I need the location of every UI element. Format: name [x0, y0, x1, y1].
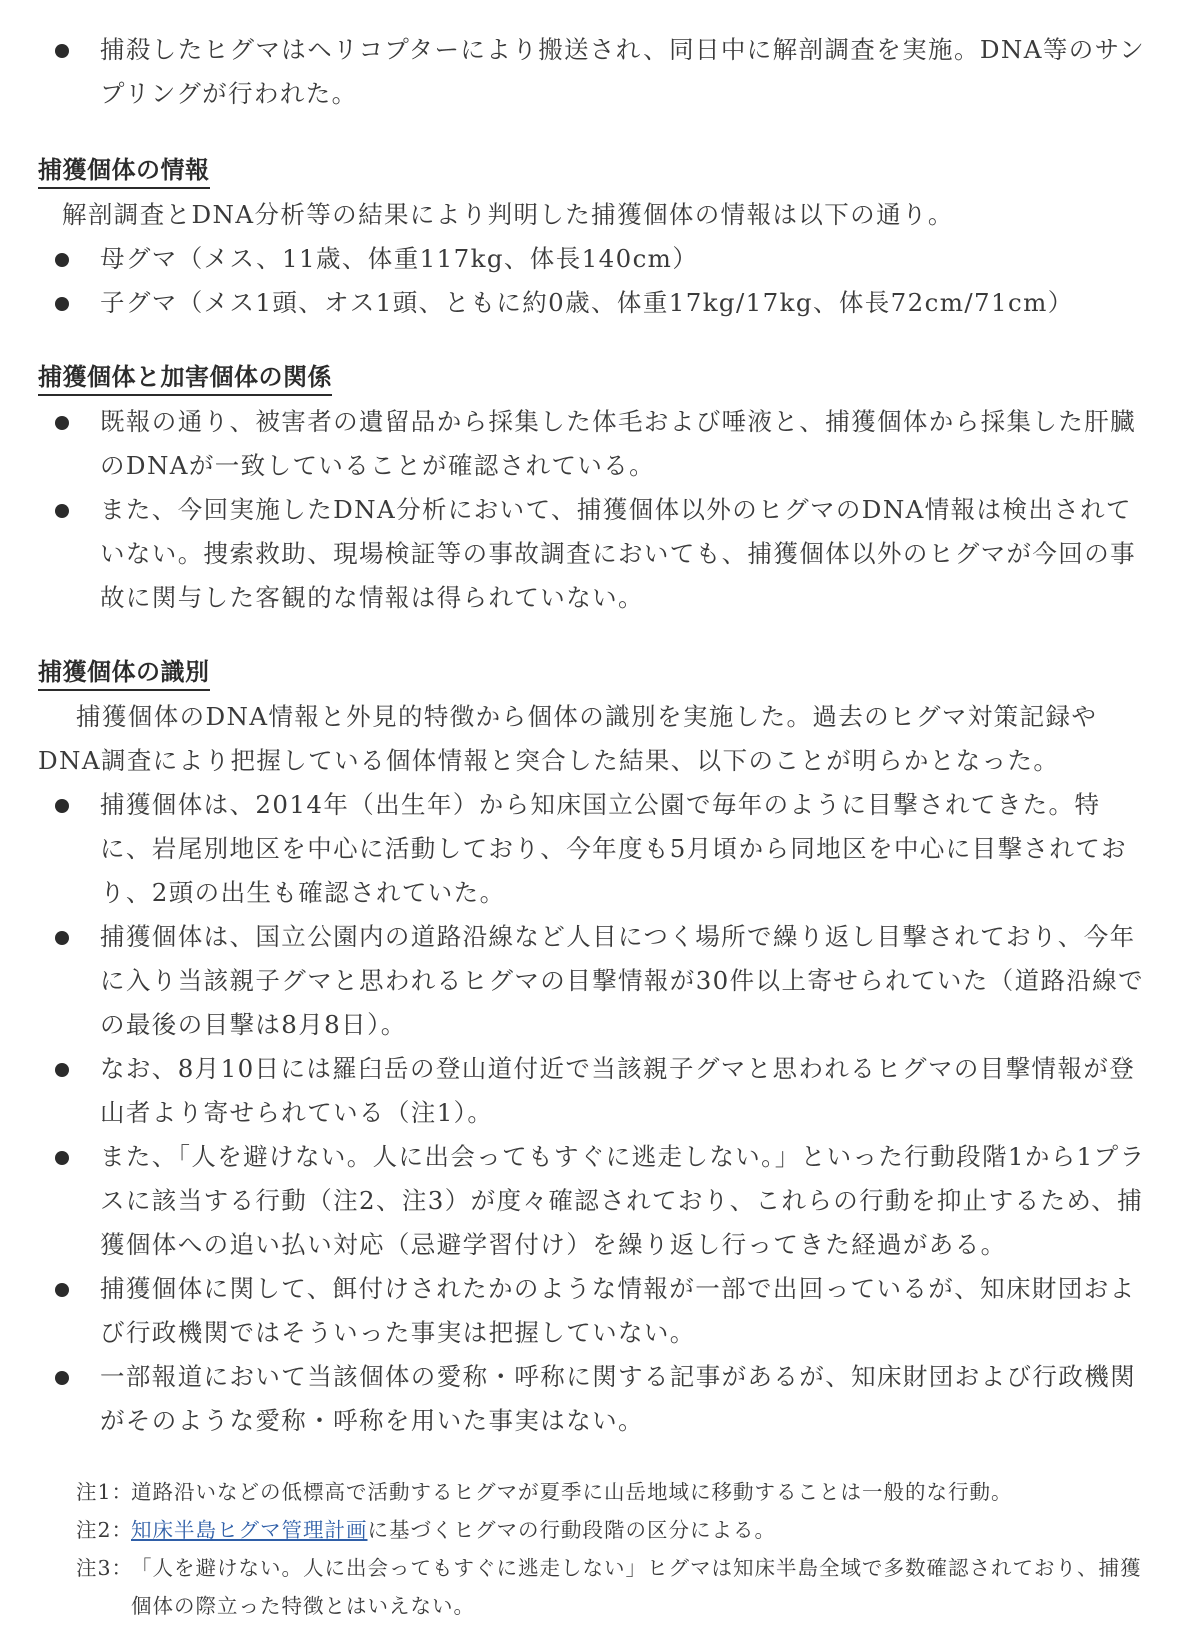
bullet-icon — [55, 297, 69, 311]
bullet-icon — [55, 1063, 69, 1077]
section-lead: 解剖調査とDNA分析等の結果により判明した捕獲個体の情報は以下の通り。 — [62, 200, 954, 229]
list-item — [38, 488, 1148, 620]
bullet-text: 母グマ（メス、11歳、体重117kg、体長140cm） — [100, 244, 699, 273]
bullet-text: 一部報道において当該個体の愛称・呼称に関する記事があるが、知床財団および行政機関がそのような愛称・呼称を用いた事実はない。 — [100, 1362, 1136, 1435]
bullet-icon — [55, 799, 69, 813]
section-heading: 捕獲個体の情報 — [38, 154, 210, 189]
footnote-3 — [76, 1549, 1148, 1625]
bullet-icon — [55, 44, 69, 58]
bullet-text: 既報の通り、被害者の遺留品から採集した体毛および唾液と、捕獲個体から採集した肝臓のDNAが一致していることが確認されている。 — [100, 407, 1136, 480]
bullet-icon — [55, 1283, 69, 1297]
bullet-icon — [55, 931, 69, 945]
footnote-label: 注1： — [76, 1480, 134, 1504]
list-item — [38, 783, 1148, 915]
list-item — [38, 1047, 1148, 1135]
list-item — [38, 400, 1148, 488]
list-item — [38, 915, 1148, 1047]
footnote-text: 「人を避けない。人に出会ってもすぐに逃走しない」ヒグマは知床半島全域で多数確認されており、捕獲個体の際立った特徴とはいえない。 — [131, 1556, 1142, 1618]
section-info — [38, 154, 1148, 325]
list-item — [38, 28, 1148, 116]
management-plan-link[interactable]: 知床半島ヒグマ管理計画 — [131, 1518, 368, 1542]
section-heading: 捕獲個体と加害個体の関係 — [38, 361, 332, 396]
bullet-text: なお、8月10日には羅臼岳の登山道付近で当該親子グマと思われるヒグマの目撃情報が登山者より寄せられている（注1）。 — [100, 1054, 1136, 1127]
footnote-text: に基づくヒグマの行動段階の区分による。 — [367, 1518, 776, 1542]
section-lead: 捕獲個体のDNA情報と外見的特徴から個体の識別を実施した。過去のヒグマ対策記録やDNA調査により把握している個体情報と突合した結果、以下のことが明らかとなった。 — [38, 702, 1098, 775]
relation-list — [38, 400, 1148, 620]
bullet-icon — [55, 1151, 69, 1165]
info-list — [38, 237, 1148, 325]
list-item — [38, 1135, 1148, 1267]
intro-bullet-text: 捕殺したヒグマはヘリコプターにより搬送され、同日中に解剖調査を実施。DNA等のサンプリングが行われた。 — [100, 35, 1146, 108]
document-page — [38, 28, 1148, 1625]
list-item — [38, 1355, 1148, 1443]
footnote-1 — [76, 1473, 1148, 1511]
footnote-text: 道路沿いなどの低標高で活動するヒグマが夏季に山岳地域に移動することは一般的な行動。 — [131, 1480, 1013, 1504]
footnote-label: 注3： — [76, 1556, 134, 1580]
bullet-text: 捕獲個体は、国立公園内の道路沿線など人目につく場所で繰り返し目撃されており、今年に入り当該親子グマと思われるヒグマの目撃情報が30件以上寄せられていた（道路沿線での最後の目撃は8月8日）。 — [100, 922, 1145, 1039]
section-identification — [38, 656, 1148, 1443]
section-heading: 捕獲個体の識別 — [38, 656, 210, 691]
bullet-text: 捕獲個体に関して、餌付けされたかのような情報が一部で出回っているが、知床財団および行政機関ではそういった事実は把握していない。 — [100, 1274, 1136, 1347]
intro-list — [38, 28, 1148, 116]
footnotes — [38, 1473, 1148, 1625]
list-item — [38, 237, 1148, 281]
list-item — [38, 281, 1148, 325]
footnote-2 — [76, 1511, 1148, 1549]
identification-list — [38, 783, 1148, 1443]
bullet-text: また、今回実施したDNA分析において、捕獲個体以外のヒグマのDNA情報は検出されていない。捜索救助、現場検証等の事故調査においても、捕獲個体以外のヒグマが今回の事故に関与した客観的な情報は得られていない。 — [100, 495, 1136, 612]
bullet-text: 捕獲個体は、2014年（出生年）から知床国立公園で毎年のように目撃されてきた。特に、岩尾別地区を中心に活動しており、今年度も5月頃から同地区を中心に目撃されており、2頭の出生も確認されていた。 — [100, 790, 1128, 907]
section-relation — [38, 361, 1148, 620]
bullet-icon — [55, 1371, 69, 1385]
list-item — [38, 1267, 1148, 1355]
bullet-text: 子グマ（メス1頭、オス1頭、ともに約0歳、体重17kg/17kg、体長72cm/71cm） — [100, 288, 1074, 317]
bullet-text: また、「人を避けない。人に出会ってもすぐに逃走しない。」といった行動段階1から1プラスに該当する行動（注2、注3）が度々確認されており、これらの行動を抑止するため、捕獲個体への追い払い対応（忌避学習付け）を繰り返し行ってきた経過がある。 — [100, 1142, 1146, 1259]
bullet-icon — [55, 416, 69, 430]
footnote-label: 注2： — [76, 1518, 134, 1542]
bullet-icon — [55, 504, 69, 518]
bullet-icon — [55, 253, 69, 267]
